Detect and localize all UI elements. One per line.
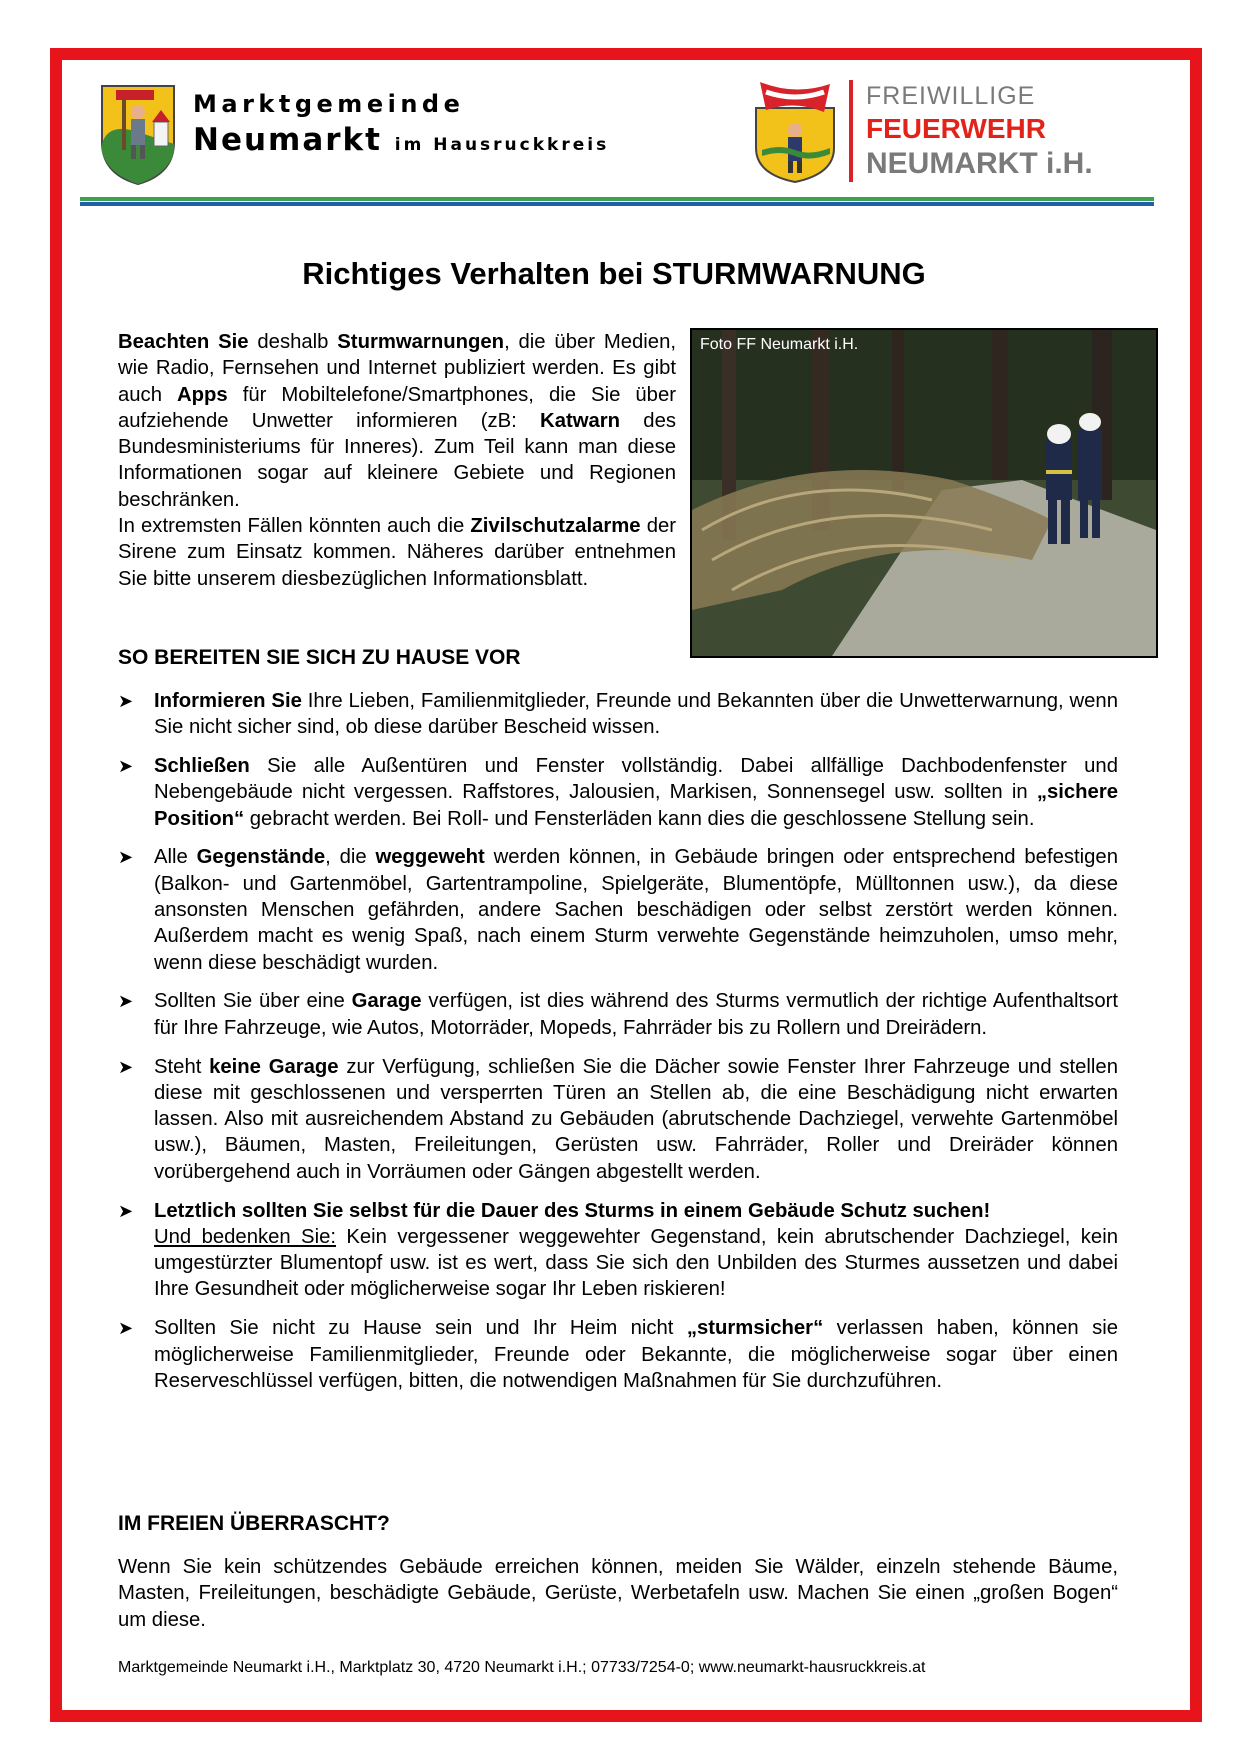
- arrow-right-icon: ➤: [118, 1200, 134, 1221]
- fire-brigade-line1: FREIWILLIGE: [866, 82, 1036, 110]
- fire-brigade-logo-text: [866, 84, 1093, 179]
- list-item: ➤ Steht keine Garage zur Verfügung, schließen Sie die Dächer sowie Fenster Ihrer Fahrzeuge und stellen diese mit geschlossenen und versperrten Türen an Stellen ab, die eine Beschädigung nicht erwarten lassen. Also mit ausreichendem Abstand zu Gebäuden (abrutschende Dachziegel, verwehte Gartenmöbel usw.), Bäumen, Masten, Freileitungen, Gerüsten usw. Fahrräder, Roller und Dreiräder können vorübergehend auch in Vorräumen oder Gängen abgestellt werden.: [118, 1055, 1118, 1183]
- header-rule-blue: [80, 202, 1154, 206]
- municipality-crest-icon: [98, 82, 178, 186]
- outside-text: Wenn Sie kein schützendes Gebäude erreichen können, meiden Sie Wälder, einzeln stehende Bäume, Masten, Freileitungen, beschädigte Gebäude, Gerüste, Werbetafeln usw. Machen Sie einen „großen Bogen“ um diese.: [118, 1556, 1118, 1631]
- list-item: ➤ Alle Gegenstände, die weggeweht werden können, in Gebäude bringen oder entsprechend befestigen (Balkon- und Gartenmöbel, Gartentrampoline, Spielgeräte, Blumentöpfe, Mülltonnen usw.), da diese ansonsten Menschen gefährden, andere Sachen beschädigen oder selbst zerstört werden können. Außerdem macht es wenig Spaß, nach einem Sturm verwehte Gegenstände heimzuholen, umso mehr, wenn diese beschädigt wurden.: [118, 846, 1118, 974]
- intro-paragraph-1: Beachten Sie deshalb Sturmwarnungen, die über Medien, wie Radio, Fernsehen und Internet publiziert werden. Es gibt auch Apps für Mobiltelefone/Smartphones, die Sie über aufziehende Unwetter informieren (zB: Katwarn des Bundesministeriums für Inneres). Zum Teil kann man diese Informationen sogar auf kleinere Gebiete und Regionen beschränken.: [118, 331, 676, 511]
- fire-brigade-line2: FEUERWEHR: [866, 113, 1046, 144]
- photo-caption: Foto FF Neumarkt i.H.: [700, 336, 859, 353]
- list-item: ➤ Sollten Sie über eine Garage verfügen, ist dies während des Sturms vermutlich der richtige Aufenthaltsort für Ihre Fahrzeuge, wie Autos, Motorräder, Mopeds, Fahrräder bis zu Rollern und Dreirädern.: [118, 990, 1118, 1039]
- fire-brigade-emblem-icon: [750, 78, 840, 184]
- intro-text: [118, 329, 676, 592]
- municipality-name-main: Neumarkt: [193, 122, 382, 158]
- storm-damage-image: [692, 330, 1156, 656]
- list-item: ➤ Schließen Sie alle Außentüren und Fenster vollständig. Dabei allfällige Dachbodenfenster und Nebengebäude nicht vergessen. Raffstores, Jalousien, Markisen, Sonnensegel usw. sollten in „sichere Position“ gebracht werden. Bei Roll- und Fensterläden kann dies die geschlossene Stellung sein.: [118, 755, 1118, 830]
- header-rule-green: [80, 197, 1154, 201]
- list-item: ➤ Letztlich sollten Sie selbst für die Dauer des Sturms in einem Gebäude Schutz suchen! Und bedenken Sie: Kein vergessener weggewehter Gegenstand, kein abrutschender Dachziegel, kein umgestürzter Blumentopf usw. ist es wert, dass Sie sich den Unbilden des Sturmes aussetzen und dabei Ihre Gesundheit oder möglicherweise sogar Ihr Leben riskieren!: [118, 1199, 1118, 1301]
- arrow-right-icon: ➤: [118, 1056, 134, 1077]
- page-title: Richtiges Verhalten bei STURMWARNUNG: [302, 256, 926, 291]
- section-heading-home: SO BEREITEN SIE SICH ZU HAUSE VOR: [118, 646, 521, 669]
- municipality-name-suffix: im Hausruckkreis: [394, 135, 610, 155]
- footer-address: Marktgemeinde Neumarkt i.H., Marktplatz 30, 4720 Neumarkt i.H.; 07733/7254-0; www.neumarkt-hausruckkreis.at: [118, 1659, 926, 1676]
- intro-paragraph-2: In extremsten Fällen könnten auch die Zivilschutzalarme der Sirene zum Einsatz kommen. Näheres darüber entnehmen Sie bitte unserem diesbezüglichen Informationsblatt.: [118, 515, 677, 590]
- list-item: ➤ Informieren Sie Ihre Lieben, Familienmitglieder, Freunde und Bekannten über die Unwetterwarnung, wenn Sie nicht sicher sind, ob diese darüber Bescheid wissen.: [118, 690, 1118, 739]
- fire-brigade-divider: [849, 80, 853, 182]
- arrow-right-icon: ➤: [118, 1318, 134, 1339]
- arrow-right-icon: ➤: [118, 756, 134, 777]
- storm-damage-photo: [690, 328, 1158, 658]
- municipality-name: [193, 90, 609, 158]
- list-item: ➤ Sollten Sie nicht zu Hause sein und Ihr Heim nicht „sturmsicher“ verlassen haben, können sie möglicherweise Familienmitglieder, Freunde oder Bekannte, die möglicherweise sogar über einen Reserveschlüssel verfügen, bitten, die notwendigen Maßnahmen für Sie durchzuführen.: [118, 1317, 1119, 1392]
- arrow-right-icon: ➤: [118, 991, 134, 1012]
- municipality-name-line1: Marktgemeinde: [193, 90, 465, 118]
- fire-brigade-line3: NEUMARKT i.H.: [866, 147, 1093, 180]
- preparation-list: [118, 688, 1118, 1407]
- arrow-right-icon: ➤: [118, 847, 134, 868]
- section-heading-outside: IM FREIEN ÜBERRASCHT?: [118, 1512, 390, 1535]
- municipality-name-line2: [193, 122, 609, 158]
- arrow-right-icon: ➤: [118, 691, 134, 711]
